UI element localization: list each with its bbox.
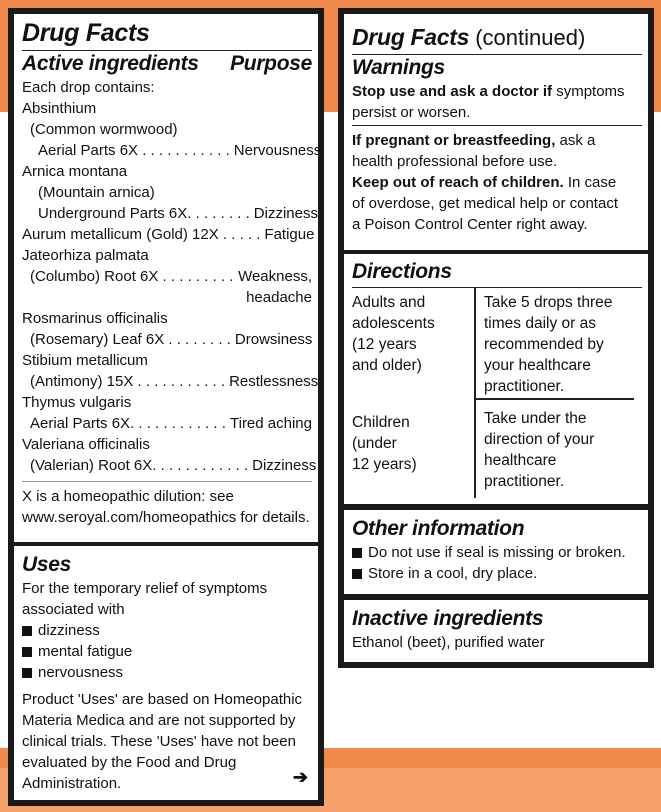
leader-dots: . . . . . . . . (187, 205, 250, 222)
warnings-box (344, 14, 648, 250)
ingredient-purpose: Tired aching (230, 415, 312, 432)
ingredient-common-name: (Common wormwood) (30, 121, 178, 138)
continued-label: (continued) (475, 25, 586, 50)
warning-text: symptoms (552, 83, 625, 100)
directions-heading: Directions (352, 260, 452, 283)
bullet-square-icon (22, 647, 32, 657)
warning-text: In case (563, 174, 617, 191)
leader-dots: . . . . . . . . . . . . (152, 457, 249, 474)
ingredient-purpose: Dizziness (252, 457, 317, 474)
directions-table (352, 288, 642, 500)
ingredient-row (22, 413, 312, 434)
each-drop-intro: Each drop contains: (22, 79, 155, 96)
directions-text: recommended by (484, 336, 604, 353)
bullet-square-icon (22, 626, 32, 636)
warning-bold-text: Stop use and ask a doctor if (352, 83, 553, 100)
uses-intro: For the temporary relief of symptoms (22, 580, 268, 597)
uses-disclaimer: evaluated by the Food and Drug (22, 754, 237, 771)
leader-dots: . . . . . . . . . . . (133, 373, 226, 390)
ingredient-name: Thymus vulgaris (22, 394, 132, 411)
directions-text: Adults and (352, 294, 426, 311)
directions-vertical-divider (474, 288, 476, 498)
leader-dots: . . . . . (218, 226, 261, 243)
directions-text: practitioner. (484, 473, 565, 490)
continue-arrow-icon: ➔ (292, 767, 308, 787)
ingredient-part: (Columbo) Root 6X (30, 268, 159, 285)
warning-bold-text: Keep out of reach of children. (352, 174, 564, 191)
directions-child-dose (484, 408, 594, 492)
active-ingredients-header (22, 51, 312, 77)
warning-stop-use-continued: persist or worsen. (352, 104, 471, 121)
bullet-square-icon (22, 668, 32, 678)
directions-text: Children (352, 414, 410, 431)
directions-text: adolescents (352, 315, 435, 332)
uses-item-label: nervousness (38, 664, 124, 681)
other-information-box (344, 510, 648, 594)
drug-facts-left-panel (8, 8, 324, 806)
active-ingredients-heading: Active ingredients (22, 52, 199, 75)
inactive-ingredients-text: Ethanol (beet), purified water (352, 634, 545, 651)
ingredient-name: Stibium metallicum (22, 352, 148, 369)
ingredient-part: Underground Parts 6X (38, 205, 188, 222)
warnings-heading: Warnings (352, 56, 445, 79)
directions-text: (12 years (352, 336, 417, 353)
ingredient-purpose: Fatigue (264, 226, 315, 243)
note-divider (22, 481, 312, 482)
uses-disclaimer: Product 'Uses' are based on Homeopathic (22, 691, 303, 708)
other-information-text: Store in a cool, dry place. (368, 565, 538, 582)
ingredient-part: Aerial Parts 6X (38, 142, 139, 159)
dilution-note: X is a homeopathic dilution: see (22, 488, 234, 505)
directions-text: healthcare (484, 452, 557, 469)
directions-child-who (352, 412, 417, 475)
ingredient-name: Jateorhiza palmata (22, 247, 149, 264)
active-ingredients-box (14, 14, 322, 542)
ingredient-part: (Antimony) 15X (30, 373, 134, 390)
uses-item-label: mental fatigue (38, 643, 133, 660)
uses-box (14, 546, 318, 800)
ingredient-row (22, 224, 315, 245)
purpose-heading: Purpose (230, 52, 312, 75)
ingredient-purpose: Drowsiness (234, 331, 313, 348)
other-information-text: Do not use if seal is missing or broken. (368, 544, 626, 561)
ingredient-row (22, 140, 322, 161)
ingredient-purpose: Weakness, (238, 268, 312, 285)
directions-text: 12 years) (352, 456, 417, 473)
ingredient-purpose: Restlessness (229, 373, 319, 390)
uses-disclaimer: Administration. (22, 775, 122, 792)
ingredient-row (22, 455, 317, 476)
ingredient-name: Aurum metallicum (Gold) 12X (22, 226, 219, 243)
uses-intro-continued: associated with (22, 601, 125, 618)
other-information-item (352, 542, 642, 563)
directions-text: your healthcare (484, 357, 591, 374)
directions-horizontal-divider (474, 398, 634, 400)
warning-children-continued: of overdose, get medical help or contact (352, 195, 618, 212)
ingredient-name: Arnica montana (22, 163, 128, 180)
directions-adult-dose (484, 292, 612, 397)
ingredient-row (22, 203, 318, 224)
ingredient-purpose: Nervousness (233, 142, 322, 159)
ingredient-name: Rosmarinus officinalis (22, 310, 168, 327)
title-text: Drug Facts (352, 24, 470, 50)
warning-bold-text: If pregnant or breastfeeding, (352, 132, 556, 149)
directions-text: (under (352, 435, 397, 452)
warnings-divider (352, 125, 642, 126)
ingredient-part: (Rosemary) Leaf 6X (30, 331, 165, 348)
directions-text: direction of your (484, 431, 595, 448)
uses-item (22, 620, 312, 641)
directions-text: Take under the (484, 410, 587, 427)
ingredient-part: Aerial Parts 6X (30, 415, 131, 432)
uses-item-label: dizziness (38, 622, 100, 639)
directions-text: and older) (352, 357, 422, 374)
warning-children-continued: a Poison Control Center right away. (352, 216, 588, 233)
uses-disclaimer: Materia Medica and are not supported by (22, 712, 296, 729)
other-information-heading: Other information (352, 517, 525, 540)
warning-stop-use (352, 81, 642, 102)
drug-facts-continued-title (352, 24, 642, 51)
ingredient-part: (Valerian) Root 6X (30, 457, 153, 474)
bullet-square-icon (352, 548, 362, 558)
uses-heading: Uses (22, 553, 72, 576)
ingredient-row (22, 371, 319, 392)
dilution-note-link: www.seroyal.com/homeopathics for details. (22, 509, 310, 526)
drug-facts-right-panel (338, 8, 654, 668)
other-information-item (352, 563, 642, 584)
warning-text: ask a (555, 132, 596, 149)
ingredient-purpose-continued: headache (246, 289, 312, 306)
ingredient-row (22, 329, 312, 350)
warning-children (352, 172, 642, 193)
ingredient-purpose: Dizziness (253, 205, 318, 222)
leader-dots: . . . . . . . . . (158, 268, 234, 285)
drug-facts-title: Drug Facts (22, 19, 150, 47)
directions-box (344, 254, 648, 504)
inactive-ingredients-heading: Inactive ingredients (352, 607, 544, 630)
warning-pregnant-continued: health professional before use. (352, 153, 558, 170)
directions-text: Take 5 drops three (484, 294, 613, 311)
ingredient-name: Valeriana officinalis (22, 436, 150, 453)
uses-disclaimer: clinical trials. These 'Uses' have not been (22, 733, 296, 750)
ingredient-row (22, 266, 312, 287)
directions-text: times daily or as (484, 315, 596, 332)
inactive-ingredients-box (344, 600, 648, 662)
ingredient-name: Absinthium (22, 100, 97, 117)
leader-dots: . . . . . . . . . . . . (130, 415, 226, 432)
uses-item (22, 662, 312, 683)
leader-dots: . . . . . . . . . . . (138, 142, 230, 159)
warning-pregnant (352, 130, 642, 151)
leader-dots: . . . . . . . . (164, 331, 231, 348)
bullet-square-icon (352, 569, 362, 579)
directions-text: practitioner. (484, 378, 565, 395)
directions-adult-who (352, 292, 435, 376)
ingredient-common-name: (Mountain arnica) (38, 184, 155, 201)
uses-item (22, 641, 312, 662)
